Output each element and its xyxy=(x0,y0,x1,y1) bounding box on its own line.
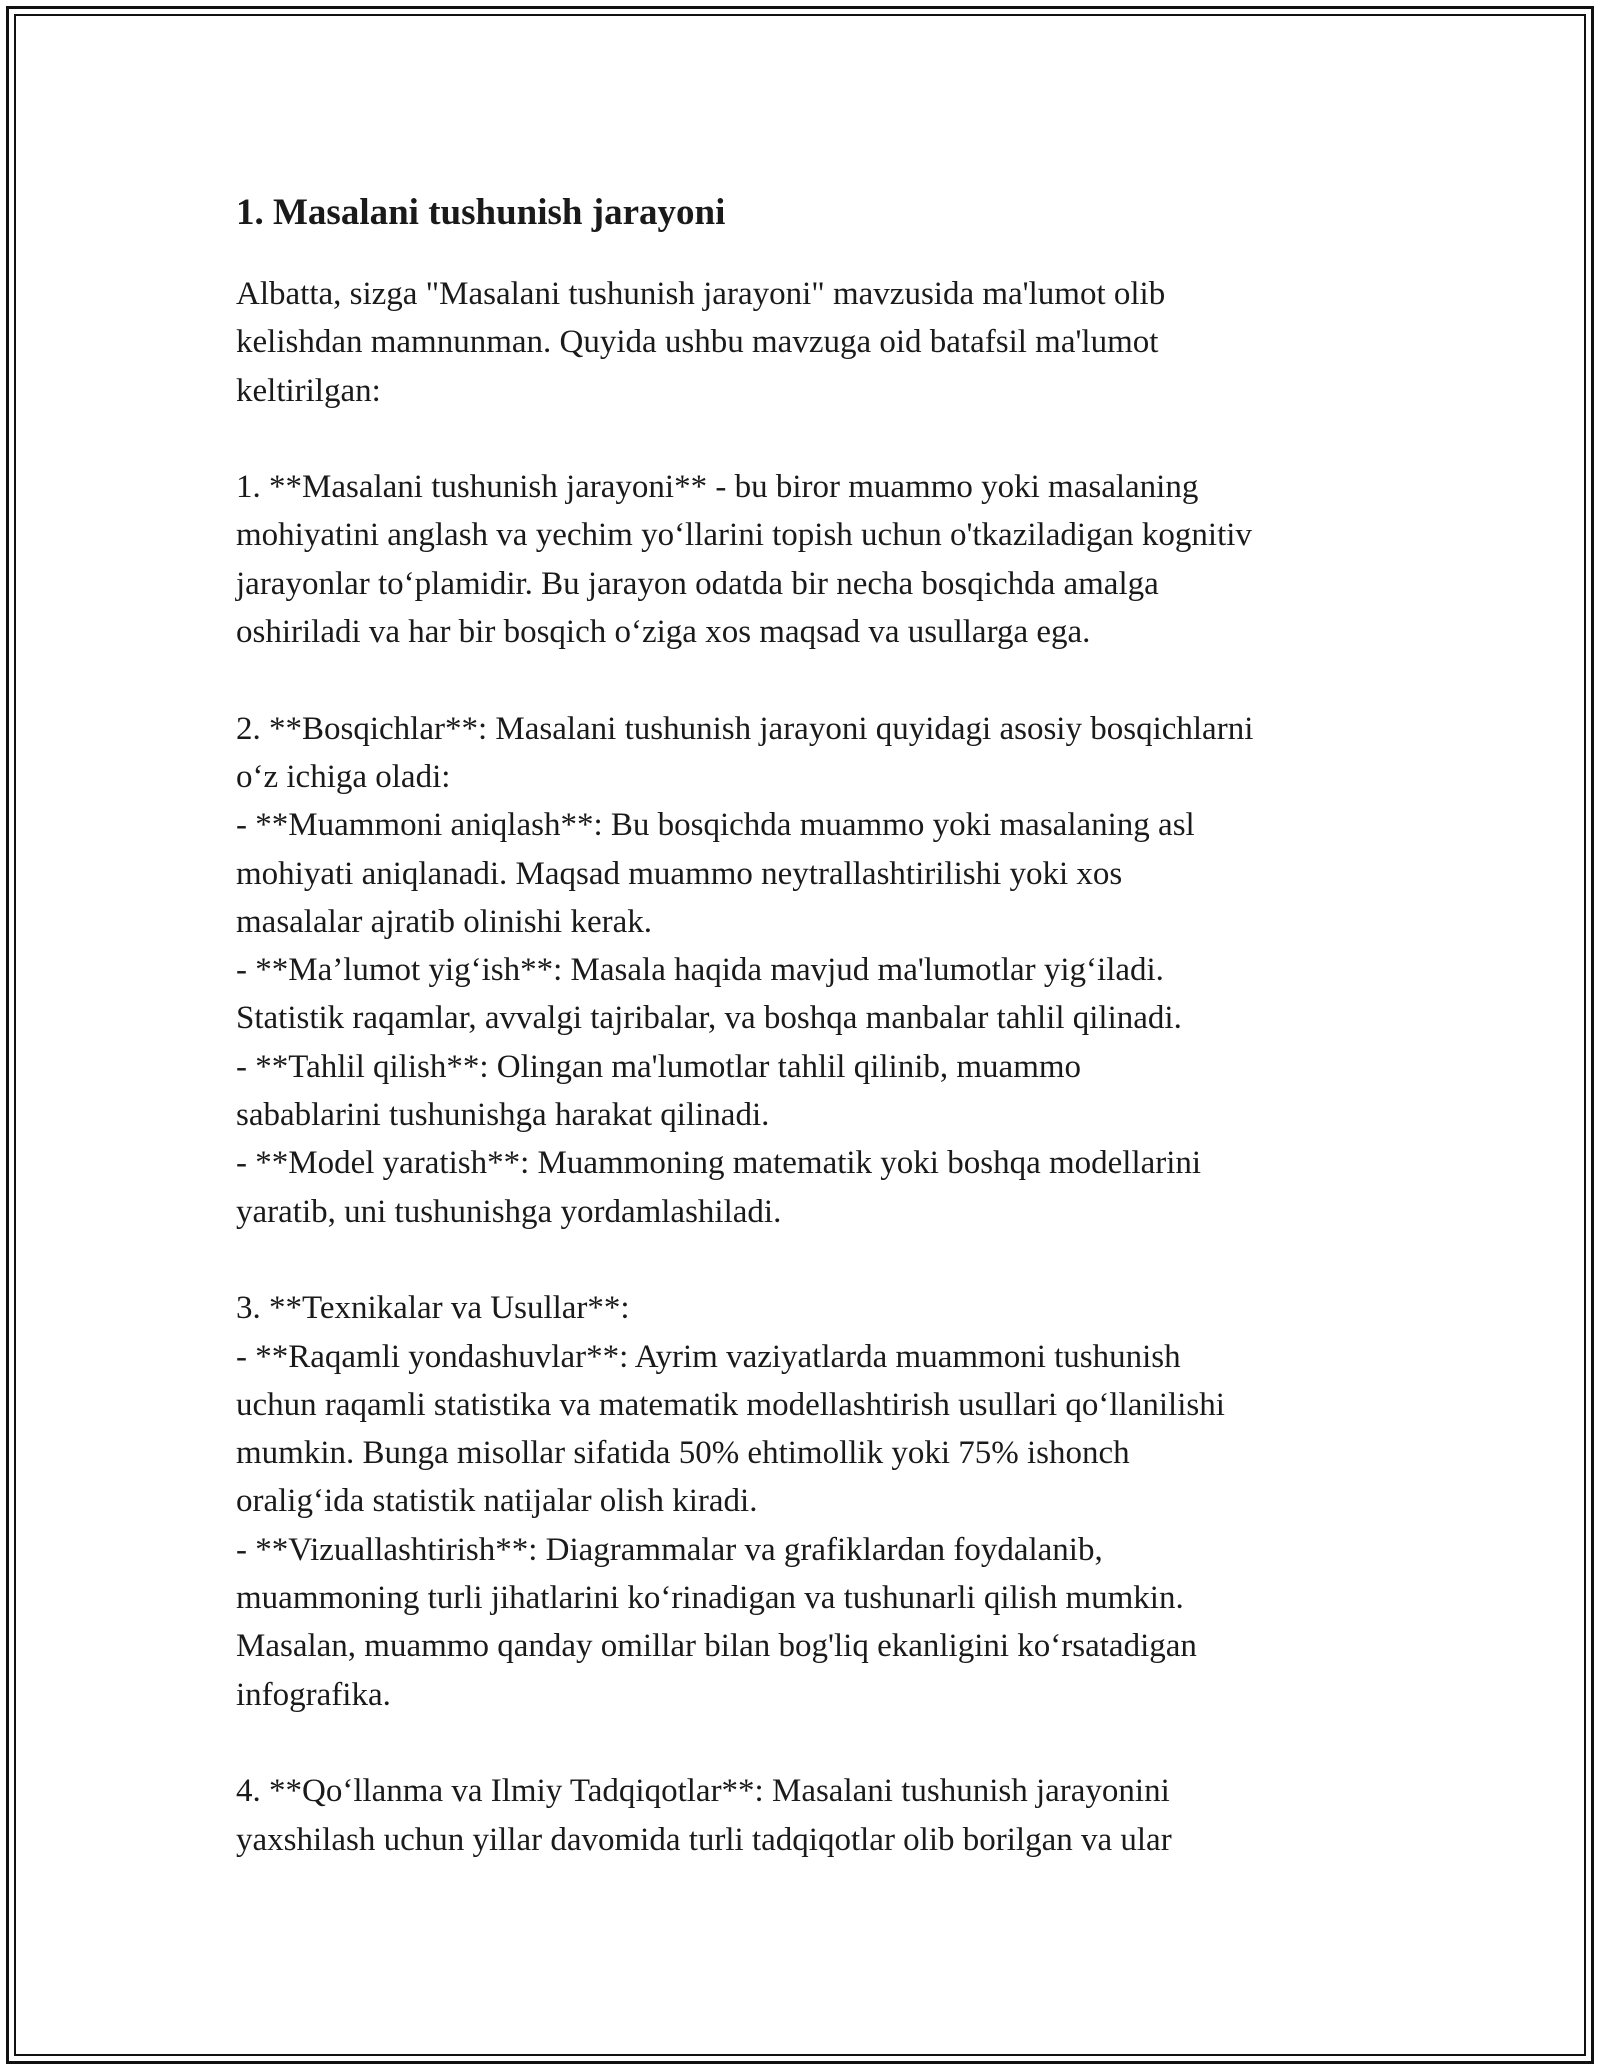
section-1-paragraph: 1. **Masalani tushunish jarayoni** - bu biror muammo yoki masalaning mohiyatini anglash va yechim yo‘llarini topish uchun o'tkaziladigan kognitiv jarayonlar to‘plamidir. Bu jarayon odatda bir necha bosqichda amalga oshiriladi va har bir bosqich o‘ziga xos maqsad va usullarga ega. xyxy=(236,469,1252,651)
document-heading: 1. Masalani tushunish jarayoni xyxy=(236,192,726,233)
paragraph-gap xyxy=(236,415,1386,463)
paragraph-gap xyxy=(236,1719,1386,1767)
paragraph-gap xyxy=(236,656,1386,704)
section-3-paragraph: 3. **Texnikalar va Usullar**: - **Raqamli yondashuvlar**: Ayrim vaziyatlarda muammoni tushunish uchun raqamli statistika va matematik modellashtirish usullari qo‘llanilishi mumkin. Bunga misollar sifatida 50% ehtimollik yoki 75% ishonch oralig‘ida statistik natijalar olish kiradi. - **Vizuallashtirish**: Diagrammalar va grafiklardan foydalanib, muammoning turli jihatlarini ko‘rinadigan va tushunarli qilish mumkin. Masalan, muammo qanday omillar bilan bog'liq ekanligini ko‘rsatadigan infografika. xyxy=(236,1290,1225,1713)
document-body xyxy=(236,184,1386,1864)
intro-paragraph: Albatta, sizga "Masalani tushunish jarayoni" mavzusida ma'lumot olib kelishdan mamnunman. Quyida ushbu mavzuga oid batafsil ma'lumot keltirilgan: xyxy=(236,276,1166,409)
paragraph-gap xyxy=(236,1236,1386,1284)
section-4-paragraph: 4. **Qo‘llanma va Ilmiy Tadqiqotlar**: Masalani tushunish jarayonini yaxshilash uchun yillar davomida turli tadqiqotlar olib borilgan va ular xyxy=(236,1773,1172,1858)
section-2-paragraph: 2. **Bosqichlar**: Masalani tushunish jarayoni quyidagi asosiy bosqichlarni o‘z ichiga oladi: - **Muammoni aniqlash**: Bu bosqichda muammo yoki masalaning asl mohiyati aniqlanadi. Maqsad muammo neytrallashtirilishi yoki xos masalalar ajratib olinishi kerak. - **Ma’lumot yig‘ish**: Masala haqida mavjud ma'lumotlar yig‘iladi. Statistik raqamlar, avvalgi tajribalar, va boshqa manbalar tahlil qilinadi. - **Tahlil qilish**: Olingan ma'lumotlar tahlil qilinib, muammo sabablarini tushunishga harakat qilinadi. - **Model yaratish**: Muammoning matematik yoki boshqa modellarini yaratib, uni tushunishga yordamlashiladi. xyxy=(236,710,1254,1230)
